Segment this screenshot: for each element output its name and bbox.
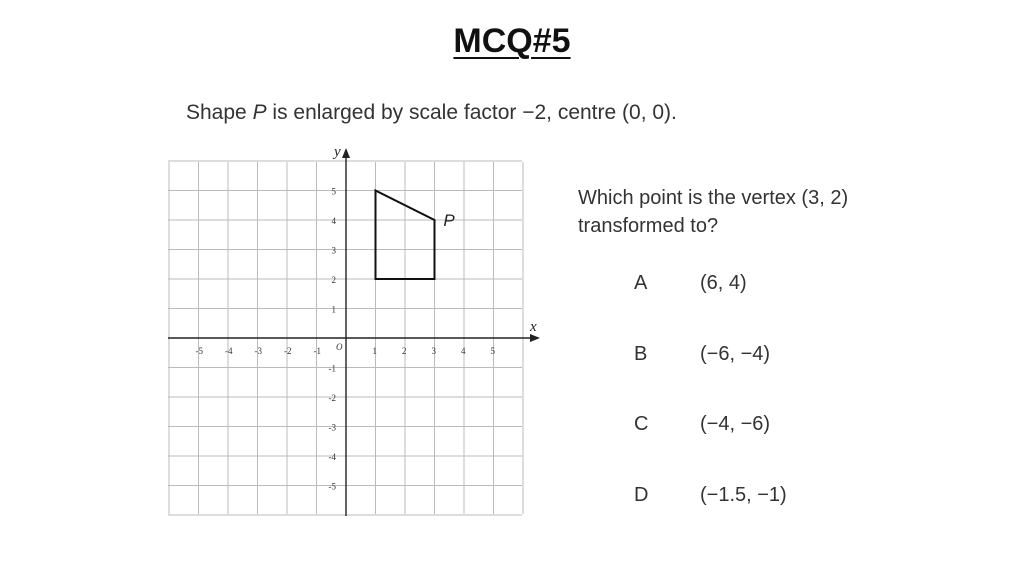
option-a-letter: A (634, 272, 648, 294)
shape-p-label: P (443, 210, 455, 230)
question-suffix: is enlarged by scale factor −2, centre (0, 0). (266, 101, 677, 124)
origin-label: O (336, 342, 343, 352)
option-c-letter: C (634, 413, 649, 435)
option-c[interactable] (634, 413, 770, 436)
x-axis-arrow (530, 334, 540, 342)
x-axis-label: x (530, 319, 537, 335)
y-tick-label: 5 (331, 186, 336, 197)
x-tick-label: -4 (225, 346, 233, 356)
option-b-value: (−6, −4) (700, 343, 771, 365)
option-d-value: (−1.5, −1) (700, 484, 787, 506)
axes (168, 144, 540, 516)
prompt (578, 184, 938, 240)
x-tick-label: -1 (313, 346, 321, 356)
prompt-line-2: transformed to? (578, 215, 719, 237)
y-tick-label: -3 (328, 422, 336, 433)
prompt-line-1: Which point is the vertex (3, 2) (578, 187, 849, 209)
option-b[interactable] (634, 343, 770, 366)
option-a-value: (6, 4) (700, 272, 747, 294)
x-tick-label: 5 (490, 346, 495, 356)
option-b-letter: B (634, 343, 648, 365)
x-tick-label: 3 (431, 346, 436, 356)
y-tick-label: 3 (331, 245, 336, 256)
y-axis-label: y (334, 144, 341, 160)
option-c-value: (−4, −6) (700, 413, 771, 435)
y-axis-arrow (342, 148, 350, 158)
y-tick-label: -1 (328, 363, 336, 374)
coordinate-grid (160, 140, 550, 520)
x-tick-label: -3 (254, 346, 262, 356)
question-text (186, 101, 677, 125)
title-text: MCQ#5 (453, 22, 571, 60)
option-d-letter: D (634, 484, 649, 506)
y-tick-label: 2 (331, 275, 336, 285)
x-tick-label: 2 (402, 346, 407, 356)
x-tick-label: 4 (461, 346, 466, 356)
y-tick-label: -4 (328, 452, 336, 462)
x-tick-label: -5 (195, 346, 203, 356)
y-tick-label: -5 (328, 481, 336, 492)
y-tick-label: 1 (331, 304, 336, 315)
y-tick-label: 4 (331, 216, 336, 226)
y-tick-label: -2 (328, 393, 336, 403)
question-shape-name: P (252, 101, 267, 124)
option-a[interactable] (634, 272, 747, 295)
slide-title (0, 22, 1024, 61)
question-prefix: Shape (186, 101, 253, 124)
x-tick-label: -2 (284, 346, 292, 356)
x-tick-label: 1 (372, 346, 377, 356)
option-d[interactable] (634, 484, 787, 507)
